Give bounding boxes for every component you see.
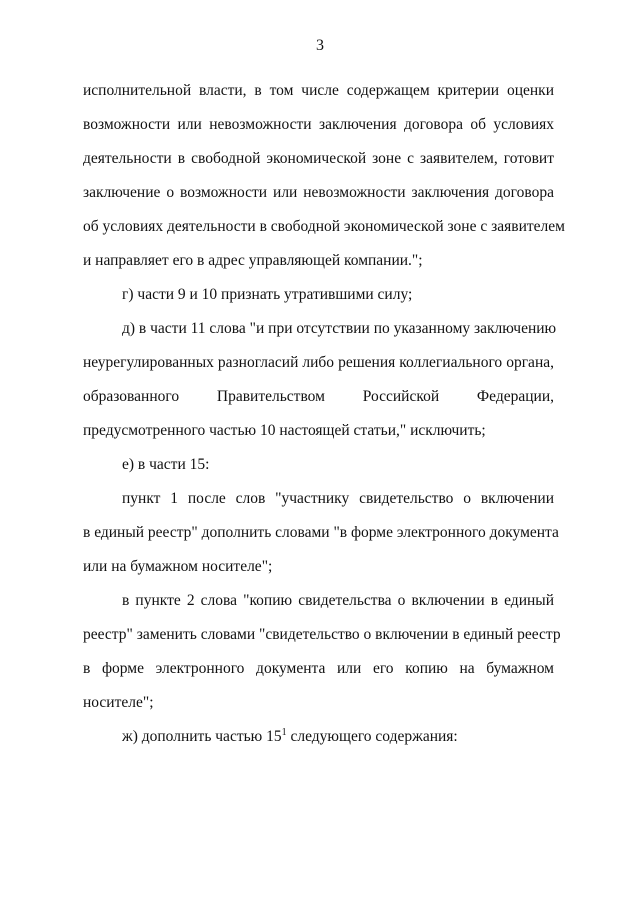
text-line	[83, 720, 554, 754]
text-line: предусмотренного частью 10 настоящей статьи," исключить;	[83, 422, 486, 439]
text-line: в форме электронного документа или его копию на бумажном	[83, 660, 554, 677]
text-line: в единый реестр" дополнить словами "в форме электронного документа	[83, 524, 559, 541]
text-line: исполнительной власти, в том числе содержащем критерии оценки	[83, 82, 554, 99]
paragraph-continuation	[83, 74, 565, 278]
paragraph-point-2	[83, 584, 561, 720]
text-line: и направляет его в адрес управляющей компании.";	[83, 252, 423, 269]
text-line: г) части 9 и 10 признать утратившими силу;	[122, 286, 413, 303]
text-line: в пункте 2 слова "копию свидетельства о включении в единый	[122, 592, 554, 609]
text-line: пункт 1 после слов "участнику свидетельство о включении	[122, 490, 554, 507]
text-line: образованного Правительством Российской Федерации,	[83, 388, 554, 405]
text-line: заключение о возможности или невозможности заключения договора	[83, 184, 554, 201]
document-body	[83, 74, 565, 754]
text-line: е) в части 15:	[122, 456, 210, 473]
text-line: д) в части 11 слова "и при отсутствии по указанному заключению	[122, 320, 557, 337]
text-fragment: ж) дополнить частью 15	[122, 728, 282, 745]
text-line: неурегулированных разногласий либо решения коллегиального органа,	[83, 354, 554, 371]
text-line: об условиях деятельности в свободной экономической зоне с заявителем	[83, 218, 565, 235]
text-line: или на бумажном носителе";	[83, 558, 273, 575]
text-line: деятельности в свободной экономической зоне с заявителем, готовит	[83, 150, 554, 167]
paragraph-item-zh	[83, 720, 554, 754]
paragraph-item-d	[83, 312, 557, 448]
paragraph-point-1	[83, 482, 559, 584]
text-line: реестр" заменить словами "свидетельство о включении в единый реестр	[83, 626, 561, 643]
text-line: носителе";	[83, 694, 154, 711]
paragraph-item-e	[83, 448, 554, 482]
text-fragment: следующего содержания:	[286, 728, 458, 745]
paragraph-item-g	[83, 278, 554, 312]
page-number: 3	[316, 37, 324, 54]
superscript-index: 1	[281, 727, 287, 738]
text-line: возможности или невозможности заключения договора об условиях	[83, 116, 554, 133]
